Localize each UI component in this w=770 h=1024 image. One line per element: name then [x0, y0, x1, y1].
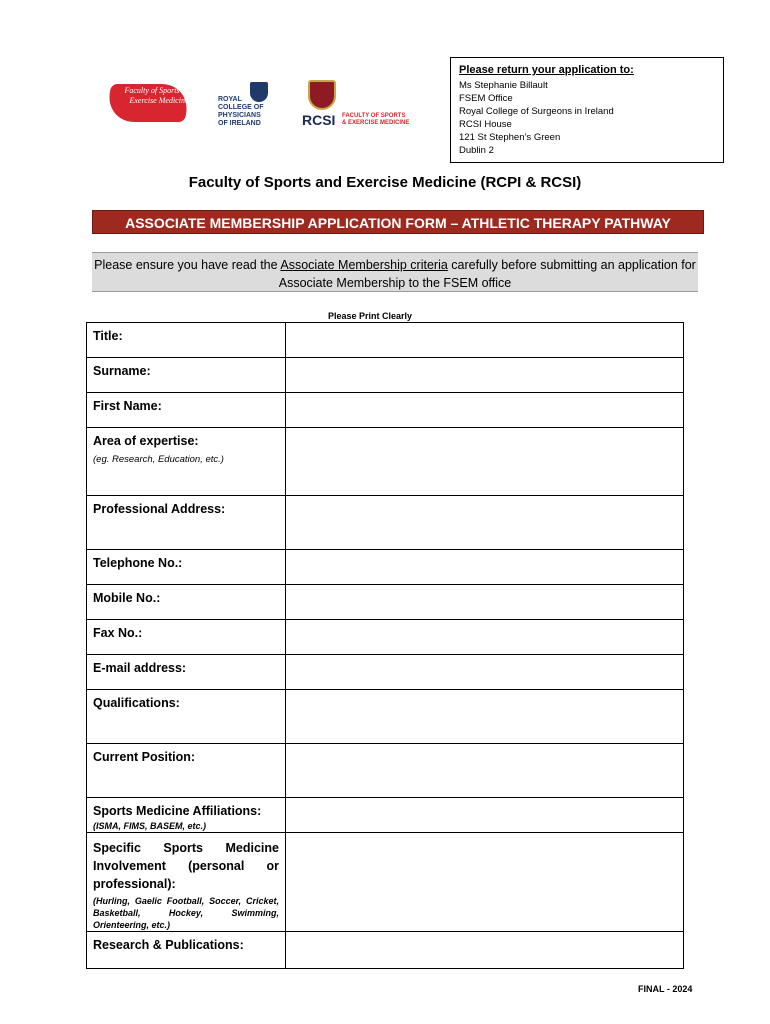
- email-input[interactable]: [286, 655, 684, 690]
- involvement-input[interactable]: [286, 833, 684, 932]
- title-input[interactable]: [286, 323, 684, 358]
- field-label: Specific Sports Medicine Involvement (personal or professional): (Hurling, Gaelic Football, Soccer, Cricket, Basketball, Hockey, Swimming, Orienteering, etc.): [87, 833, 286, 932]
- field-label: Surname:: [87, 358, 286, 393]
- mobile-input[interactable]: [286, 585, 684, 620]
- application-form-table: [86, 322, 684, 969]
- field-label: Professional Address:: [87, 496, 286, 550]
- rcsi-crest-icon: [308, 80, 336, 110]
- field-label: Fax No.:: [87, 620, 286, 655]
- return-line: Dublin 2: [459, 145, 494, 156]
- field-label: Mobile No.:: [87, 585, 286, 620]
- form-banner: ASSOCIATE MEMBERSHIP APPLICATION FORM – ATHLETIC THERAPY PATHWAY: [92, 210, 704, 234]
- field-label: First Name:: [87, 393, 286, 428]
- return-line: Ms Stephanie Billault: [459, 80, 548, 91]
- field-label: Qualifications:: [87, 690, 286, 744]
- criteria-notice: Please ensure you have read the Associate Membership criteria carefully before submitting an application for Associate Membership to the FSEM office: [92, 252, 698, 292]
- return-line: RCSI House: [459, 119, 512, 130]
- field-label: Research & Publications:: [87, 932, 286, 969]
- rcpi-logo: ROYAL COLLEGE OF PHYSICIANS OF IRELAND: [218, 82, 280, 130]
- fax-input[interactable]: [286, 620, 684, 655]
- rcsi-fsem-logo: RCSI FACULTY OF SPORTS & EXERCISE MEDICINE: [302, 80, 424, 130]
- field-hint: (ISMA, FIMS, BASEM, etc.): [93, 821, 207, 831]
- return-line: 121 St Stephen’s Green: [459, 132, 561, 143]
- affiliations-input[interactable]: [286, 798, 684, 833]
- research-publications-input[interactable]: [286, 932, 684, 969]
- telephone-input[interactable]: [286, 550, 684, 585]
- page-title: Faculty of Sports and Exercise Medicine (RCPI & RCSI): [188, 174, 582, 191]
- surname-input[interactable]: [286, 358, 684, 393]
- first-name-input[interactable]: [286, 393, 684, 428]
- professional-address-input[interactable]: [286, 496, 684, 550]
- field-label: Sports Medicine Affiliations: (ISMA, FIMS, BASEM, etc.): [87, 798, 286, 833]
- field-hint: (eg. Research, Education, etc.): [93, 454, 224, 465]
- return-heading: Please return your application to:: [459, 64, 634, 76]
- qualifications-input[interactable]: [286, 690, 684, 744]
- field-label: Title:: [87, 323, 286, 358]
- return-line: Royal College of Surgeons in Ireland: [459, 106, 614, 117]
- field-label: E-mail address:: [87, 655, 286, 690]
- return-line: FSEM Office: [459, 93, 513, 104]
- return-address-box: [450, 57, 724, 163]
- current-position-input[interactable]: [286, 744, 684, 798]
- area-of-expertise-input[interactable]: [286, 428, 684, 496]
- field-label: Telephone No.:: [87, 550, 286, 585]
- field-hint: (Hurling, Gaelic Football, Soccer, Cricket, Basketball, Hockey, Swimming, Orienteering, etc.): [93, 896, 279, 930]
- field-label: Current Position:: [87, 744, 286, 798]
- criteria-link[interactable]: Associate Membership criteria: [280, 258, 448, 272]
- fsem-logo: Faculty of Sports and Exercise Medicine: [108, 80, 194, 128]
- print-clearly-note: Please Print Clearly: [327, 311, 413, 321]
- version-footer: FINAL - 2024: [638, 984, 693, 994]
- field-label: Area of expertise: (eg. Research, Education, etc.): [87, 428, 286, 496]
